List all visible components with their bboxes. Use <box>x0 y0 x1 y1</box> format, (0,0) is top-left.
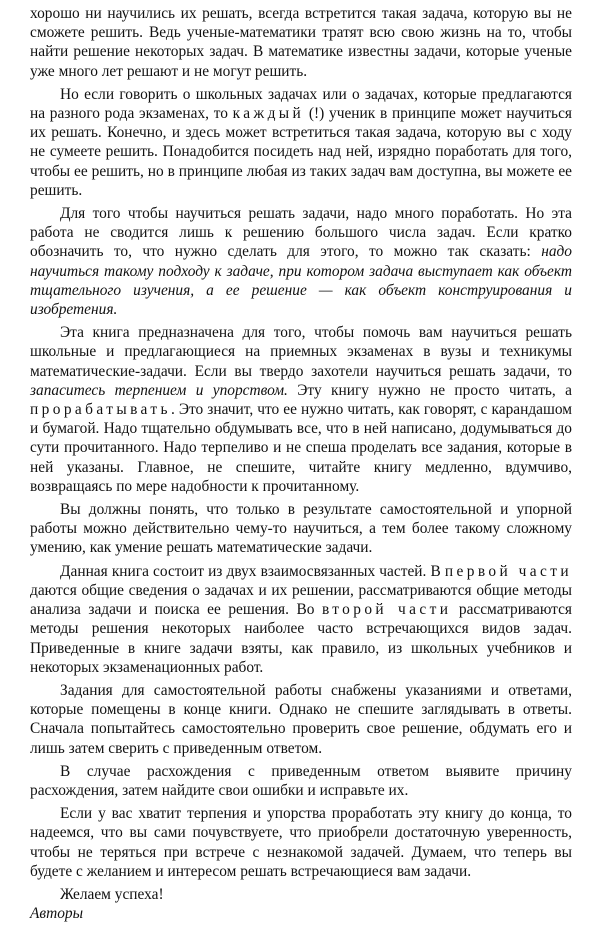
paragraph-8 <box>30 762 572 800</box>
text-run: Но если говорить о школьных задачах или о задачах, которые предлагаются на разного рода экзаменах, то <box>30 85 572 123</box>
text-run: Задания для самостоятельной работы снабжены указаниями и ответами, которые помещены в конце книги. Однако не спешите заглядывать в ответы. Сначала попытайтесь самостоятельно проверить свое решение, обдумать его и лишь затем сверить с приведенным ответом. <box>30 681 572 757</box>
text-run: даются общие сведения о задачах и их решении, рассматриваются общие методы анализа задачи и поиска ее решения. Во <box>30 581 572 619</box>
paragraph-1 <box>30 4 572 81</box>
italic-run: запаситесь терпением и упорством. <box>30 381 288 399</box>
text-run: хорошо ни научились их решать, всегда встретится такая задача, которую вы не сможете решить. Ведь ученые-математики тратят всю свою жизнь на то, чтобы найти решение некоторых задач. В математике известны задачи, которые ученые уже много лет решают и не могут решить. <box>30 5 572 80</box>
text-run: Эта книга предназначена для того, чтобы помочь вам научиться решать школьные и предлагающиеся на приемных экзаменах в вузы и техникумы математические-задачи. Если вы твердо захотели научиться решать задачи, то <box>30 324 572 380</box>
paragraph-9 <box>30 804 572 881</box>
paragraph-7 <box>30 681 572 758</box>
paragraph-2 <box>30 85 572 200</box>
spaced-emphasis-run: прорабатывать <box>30 401 171 419</box>
text-run: . Это значит, что ее нужно читать, как говорят, с карандашом и бумагой. Надо тщательно обдумывать все, что в ней написано, додумываться до сути прочитанного. Надо терпеливо и не спеша проделать все задания, которые в ней указаны. Главное, не спешите, читайте книгу медленно, вдумчиво, возвращаясь по мере надобности к прочитанному. <box>30 401 572 495</box>
spaced-emphasis-run: первой части <box>444 562 572 580</box>
text-run: Для того чтобы научиться решать задачи, надо много поработать. Но эта работа не сводится лишь к решению большого числа задач. Если кратко обозначить то, что нужно сделать для этого, то можно так сказать: <box>30 205 572 261</box>
paragraph-3 <box>30 204 572 319</box>
text-run: (!) ученик в принципе может научиться их решать. Конечно, и здесь может встретиться такая задача, которую вы с ходу не сумеете решить. Понадобится посидеть над ней, изрядно поработать для того, чтобы ее решить, но в принципе любая из таких задач вам доступна, вы можете ее решить. <box>30 105 572 199</box>
text-run: Эту книгу нужно не просто читать, а <box>287 381 572 399</box>
signature-authors: Авторы <box>30 905 84 923</box>
text-run: Данная книга состоит из двух взаимосвязанных частей. В <box>60 562 445 580</box>
text-run: Вы должны понять, что только в результате самостоятельной и упорной работы можно действительно чему-то научиться, а тем более такому сложному умению, как умение решать математические задачи. <box>30 501 572 557</box>
spaced-emphasis-run: второй части <box>321 601 452 619</box>
text-run: рассматриваются методы решения некоторых наиболее часто встречающихся видов задач. Приведенные в книге задачи взяты, как правило, из школьных учебников и некоторых экзаменационных работ. <box>30 601 572 676</box>
paragraph-4 <box>30 323 572 496</box>
text-run: В случае расхождения с приведенным ответом выявите причину расхождения, затем найдите свои ошибки и исправьте их. <box>30 762 572 799</box>
spaced-emphasis-run: каждый <box>232 105 305 123</box>
closing-line: Желаем успеха! <box>60 885 164 903</box>
text-run: Если у вас хватит терпения и упорства проработать эту книгу до конца, то надеемся, что вы сами почувствуете, что приобрели достаточную уверенность, чтобы не теряться при встрече с незнакомой задачей. Думаем, что теперь вы будете с желанием и интересом решать встречающиеся вам задачи. <box>30 805 572 880</box>
paragraph-5 <box>30 500 572 558</box>
paragraph-6 <box>30 562 572 677</box>
italic-run: надо научиться такому подходу к задаче, при котором задача выступает как объект тщательного изучения, а ее решение — как объект конструирования и изобретения. <box>30 243 572 319</box>
